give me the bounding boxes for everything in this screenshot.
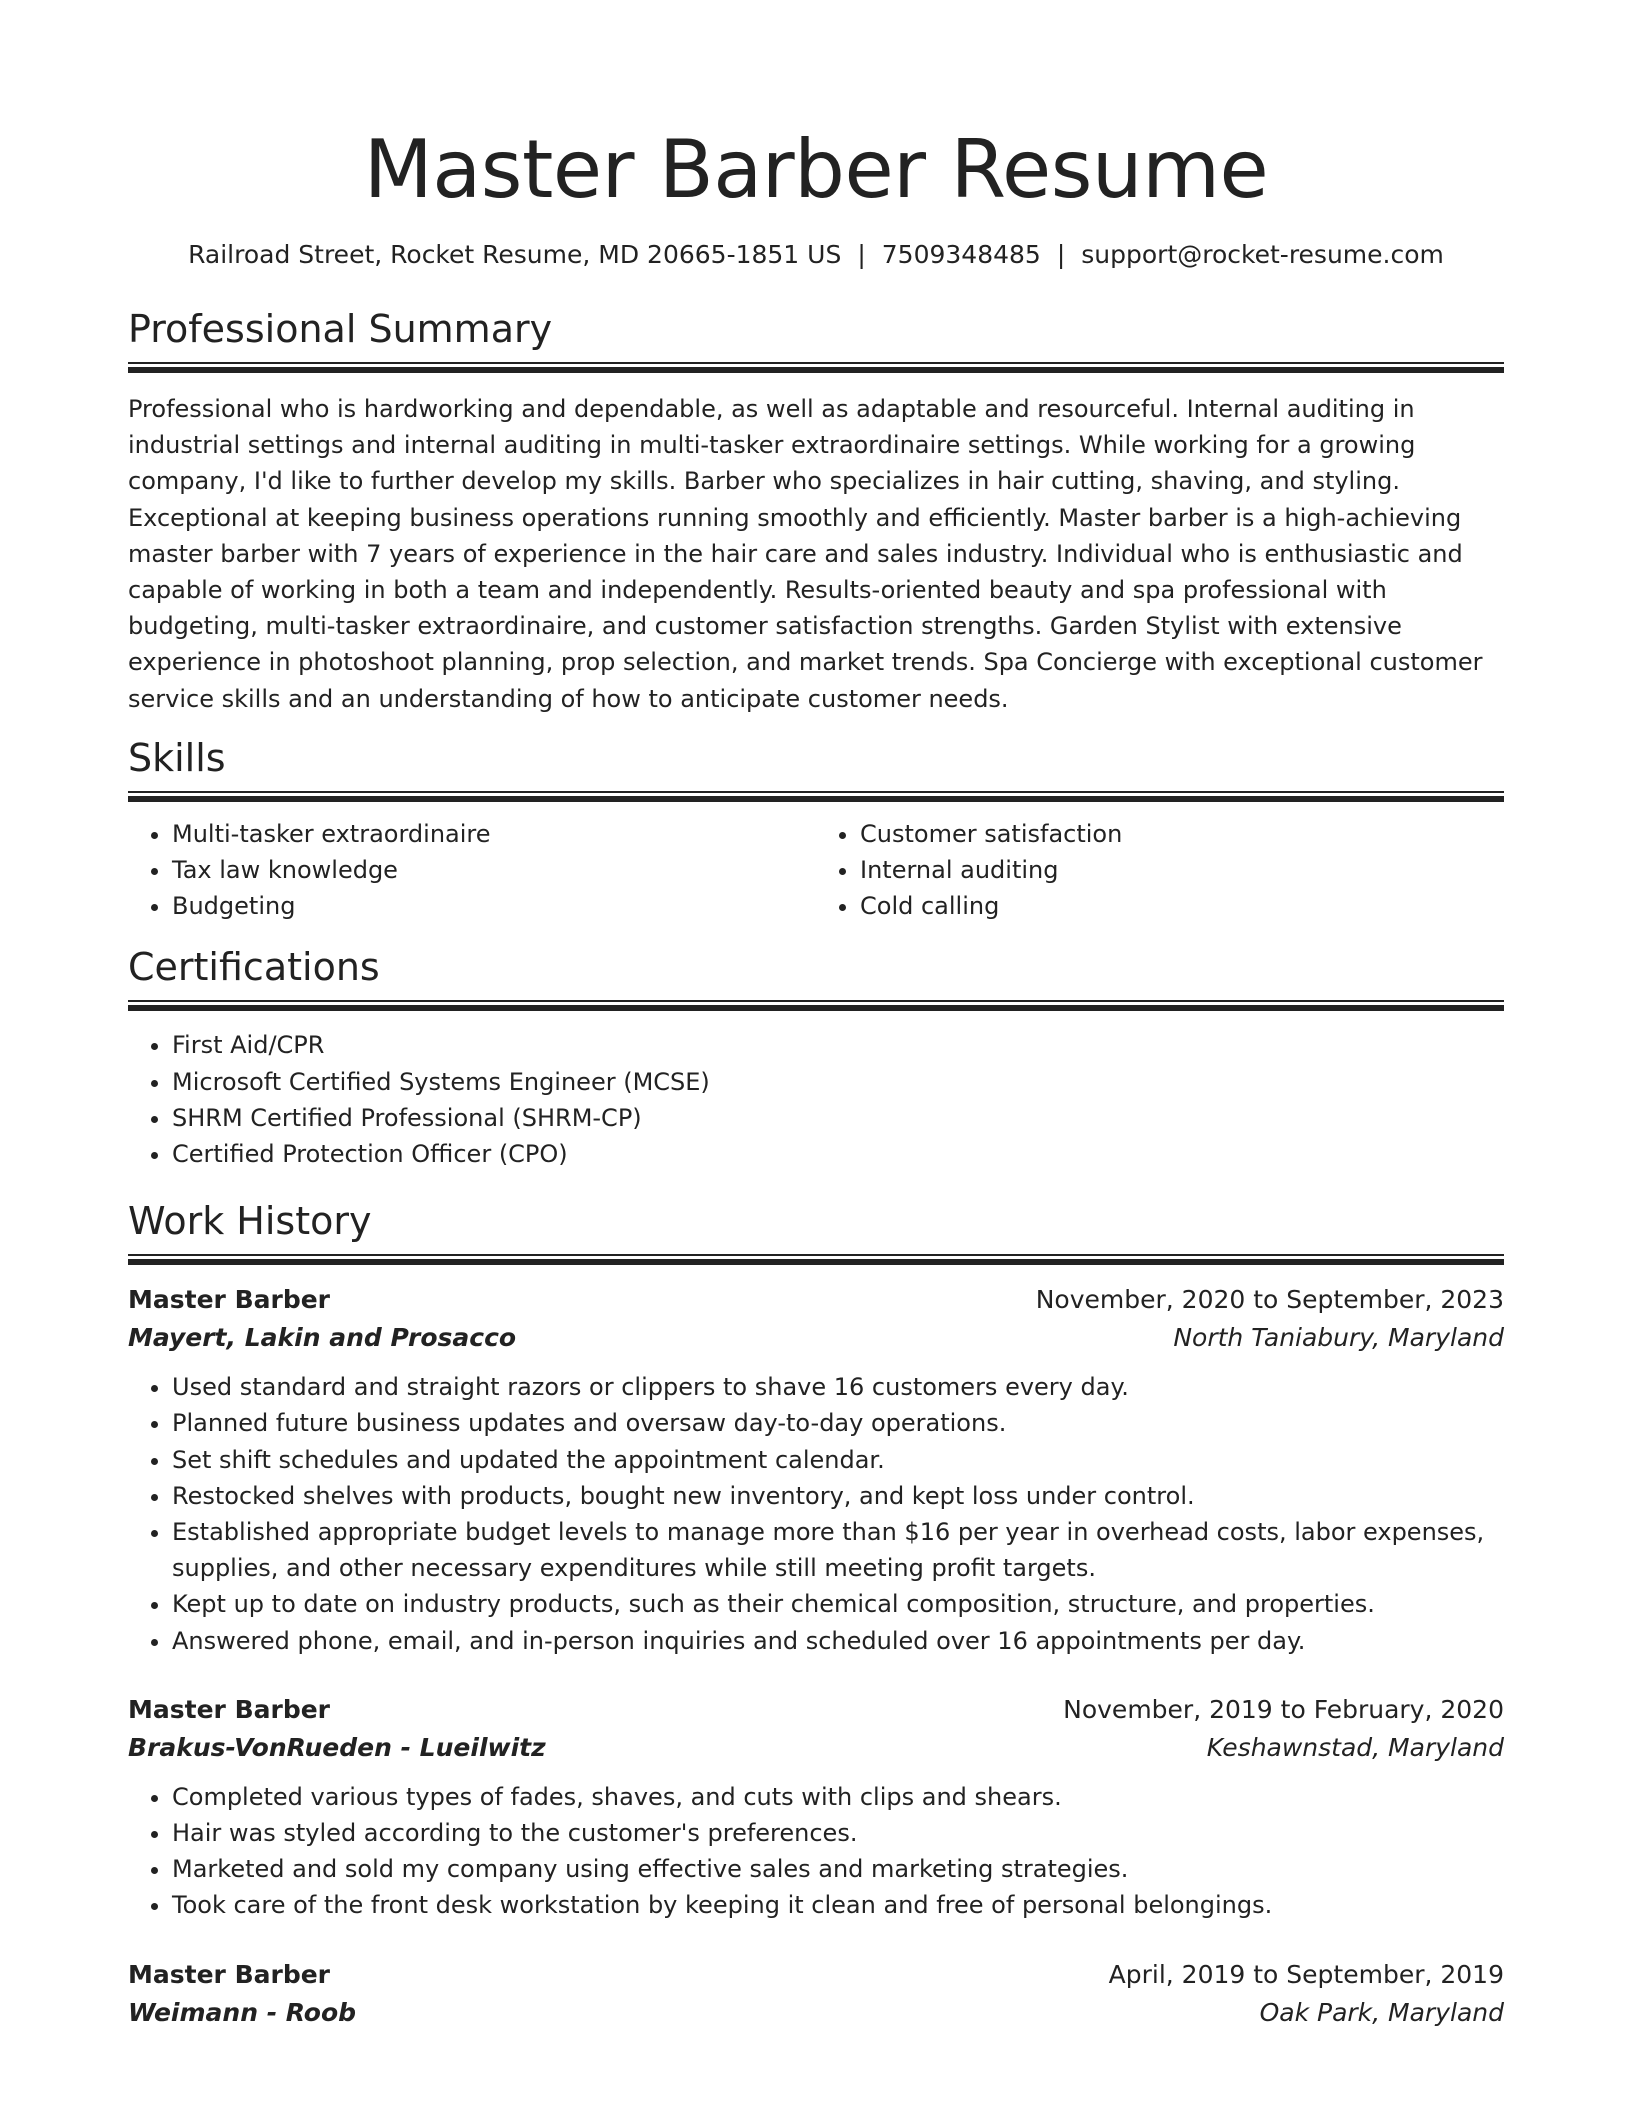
skill-item: • Cold calling [860, 888, 1504, 924]
section-divider [128, 1000, 1504, 1011]
job-entry [128, 1956, 1504, 2032]
job-bullet: • Took care of the front desk workstation by keeping it clean and free of personal belongings. [172, 1887, 1504, 1923]
job-dates: November, 2019 to February, 2020 [1063, 1694, 1504, 1724]
job-bullet: • Used standard and straight razors or clippers to shave 16 customers every day. [172, 1369, 1504, 1405]
work-history-heading: Work History [128, 1199, 372, 1244]
job-title: Master Barber [128, 1959, 331, 1989]
job-subheader [128, 1729, 1504, 1767]
contact-phone: 7509348485 [881, 240, 1041, 269]
skills-heading: Skills [128, 735, 226, 780]
job-location: Oak Park, Maryland [1259, 1997, 1504, 2027]
job-location: North Taniabury, Maryland [1173, 1323, 1504, 1353]
contact-separator: | [1056, 240, 1066, 269]
job-bullets [128, 1369, 1504, 1659]
job-subheader [128, 1319, 1504, 1357]
job-title: Master Barber [128, 1285, 331, 1315]
job-bullet: • Completed various types of fades, shaves, and cuts with clips and shears. [172, 1779, 1504, 1815]
job-company: Mayert, Lakin and Prosacco [128, 1323, 517, 1353]
skill-item: • Budgeting [172, 888, 816, 924]
job-dates: April, 2019 to September, 2019 [1108, 1959, 1504, 1989]
skill-item: • Tax law knowledge [172, 852, 816, 888]
job-bullet: • Established appropriate budget levels to manage more than $16 per year in overhead costs, labor expenses, supplies, and other necessary expenditures while still meeting profit targets. [172, 1514, 1504, 1586]
job-bullet: • Planned future business updates and oversaw day-to-day operations. [172, 1405, 1504, 1441]
job-entry [128, 1691, 1504, 1924]
skills-columns [128, 816, 1504, 925]
job-bullet: • Restocked shelves with products, bought new inventory, and kept loss under control. [172, 1478, 1504, 1514]
certifications-section [128, 944, 1504, 1172]
certification-item: • SHRM Certified Professional (SHRM-CP) [172, 1100, 1504, 1136]
skill-item: • Customer satisfaction [860, 816, 1504, 852]
summary-section [128, 306, 1504, 717]
summary-text: Professional who is hardworking and dependable, as well as adaptable and resourceful. Internal auditing in industrial settings and internal auditing in multi-tasker extraordinaire settings. While working for a growing company, I'd like to further develop my skills. Barber who specializes in hair cutting, shaving, and styling. Exceptional at keeping business operations running smoothly and efficiently. Master barber is a high-achieving master barber with 7 years of experience in the hair care and sales industry. Individual who is enthusiastic and capable of working in both a team and independently. Results-oriented beauty and spa professional with budgeting, multi-tasker extraordinaire, and customer satisfaction strengths. Garden Stylist with extensive experience in photoshoot planning, prop selection, and market trends. Spa Concierge with exceptional customer service skills and an understanding of how to anticipate customer needs. [128, 395, 1483, 713]
skills-list-right [816, 816, 1504, 925]
section-divider [128, 1254, 1504, 1265]
job-company: Brakus-VonRueden - Lueilwitz [128, 1732, 546, 1762]
job-bullet: • Set shift schedules and updated the appointment calendar. [172, 1442, 1504, 1478]
certifications-list [128, 1027, 1504, 1172]
job-bullet: • Marketed and sold my company using effective sales and marketing strategies. [172, 1851, 1504, 1887]
page-title: Master Barber Resume [363, 123, 1269, 216]
skills-section [128, 735, 1504, 925]
certifications-heading: Certifications [128, 945, 380, 990]
job-company: Weimann - Roob [128, 1997, 357, 2027]
section-divider [128, 362, 1504, 373]
contact-email: support@rocket-resume.com [1081, 240, 1444, 269]
job-bullet: • Answered phone, email, and in-person inquiries and scheduled over 16 appointments per day. [172, 1623, 1504, 1659]
job-title: Master Barber [128, 1694, 331, 1724]
work-history-section [128, 1198, 1504, 2031]
contact-separator: | [857, 240, 866, 269]
job-location: Keshawnstad, Maryland [1206, 1732, 1504, 1762]
job-header [128, 1691, 1504, 1729]
job-bullet: • Hair was styled according to the customer's preferences. [172, 1815, 1504, 1851]
contact-address: Railroad Street, Rocket Resume, MD 20665-1851 US [188, 240, 842, 269]
job-header [128, 1281, 1504, 1319]
job-header [128, 1956, 1504, 1994]
certification-item: • Certified Protection Officer (CPO) [172, 1136, 1504, 1172]
skill-item: • Internal auditing [860, 852, 1504, 888]
section-divider [128, 791, 1504, 802]
certification-item: • First Aid/CPR [172, 1027, 1504, 1063]
job-bullets [128, 1779, 1504, 1924]
job-entry [128, 1281, 1504, 1659]
contact-line [128, 238, 1504, 272]
certification-item: • Microsoft Certified Systems Engineer (MCSE) [172, 1064, 1504, 1100]
job-subheader [128, 1994, 1504, 2032]
job-bullet: • Kept up to date on industry products, such as their chemical composition, structure, and properties. [172, 1586, 1504, 1622]
skill-item: • Multi-tasker extraordinaire [172, 816, 816, 852]
skills-list-left [128, 816, 816, 925]
job-dates: November, 2020 to September, 2023 [1035, 1285, 1504, 1315]
summary-heading: Professional Summary [128, 307, 553, 351]
